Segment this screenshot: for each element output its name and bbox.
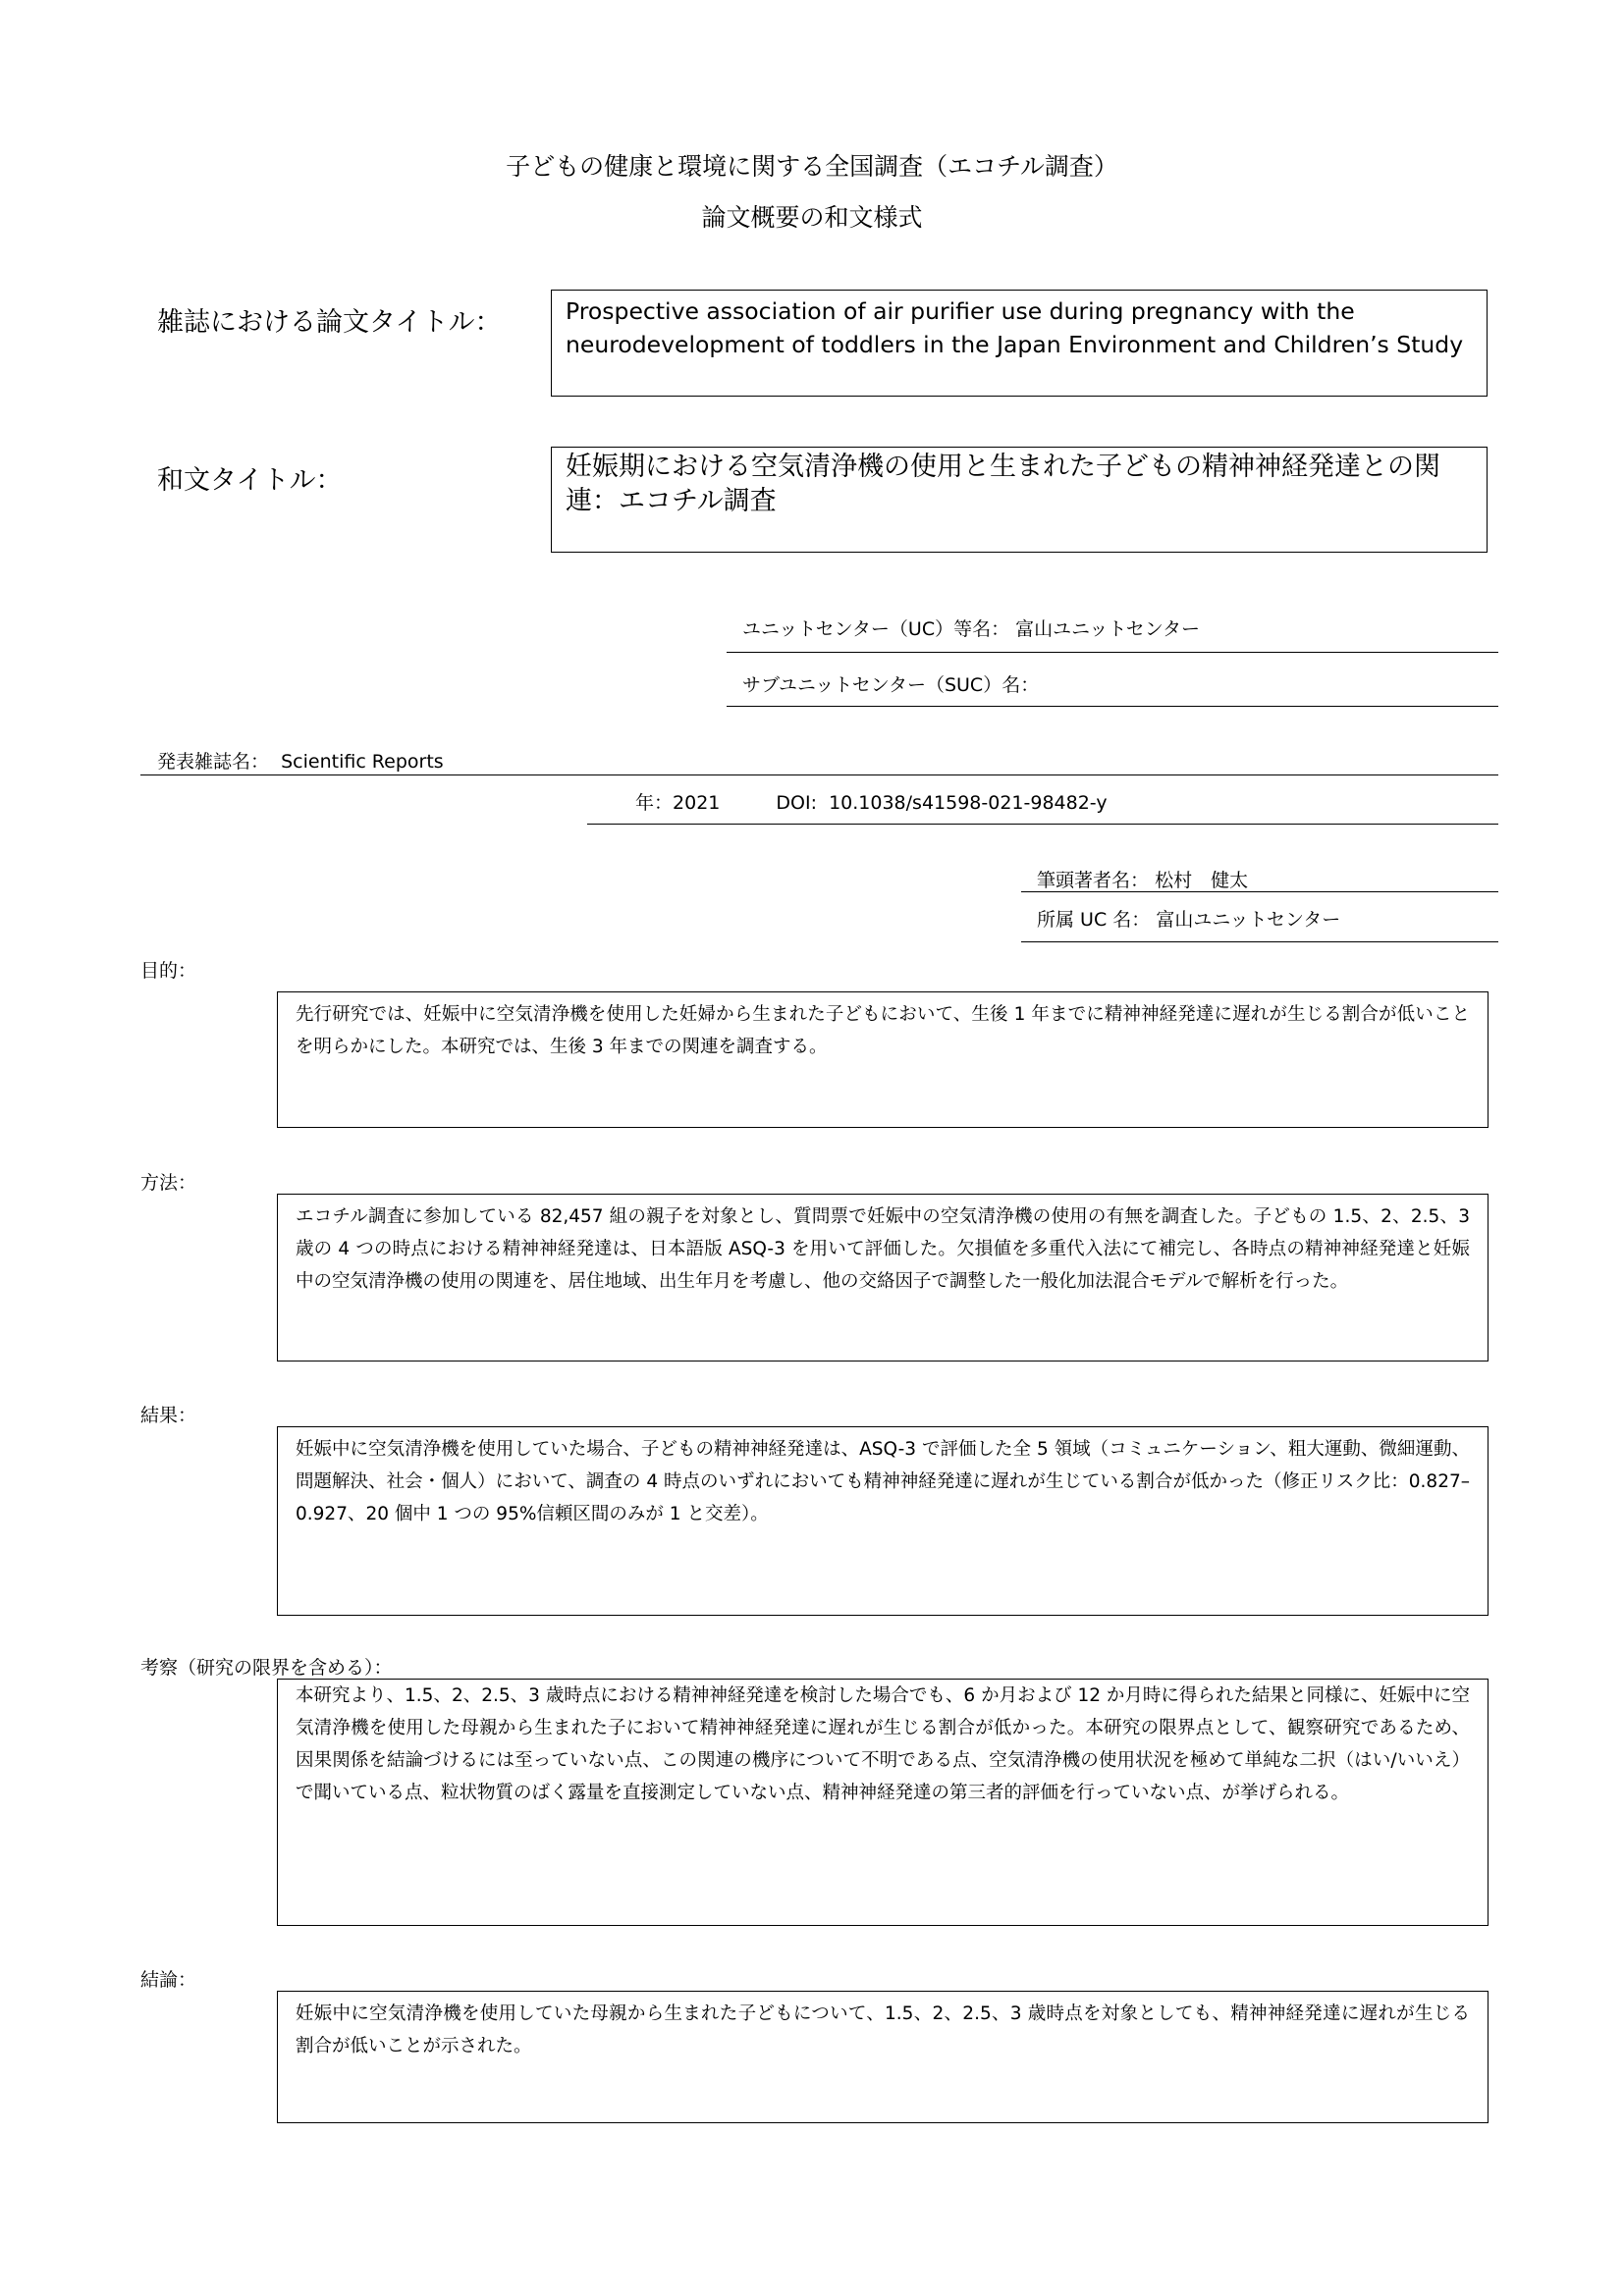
doi-value: 10.1038/s41598-021-98482-y xyxy=(829,792,1108,814)
journal-name-label: 発表雑誌名： xyxy=(157,751,270,773)
journal-name-row xyxy=(157,747,444,774)
methods-box xyxy=(277,1194,1489,1362)
journal-name-rule xyxy=(140,774,1498,775)
methods-label: 方法： xyxy=(140,1172,197,1194)
journal-title-value: Prospective association of air purifier use during pregnancy with the neurodevelopment of toddlers in the Japan Environment and Children’s Study xyxy=(566,297,1464,358)
year-doi-rule xyxy=(587,824,1498,825)
unit-center-label: ユニットセンター（UC）等名： xyxy=(742,618,1010,640)
journal-title-label: 雑誌における論文タイトル： xyxy=(157,307,502,338)
conclusion-box xyxy=(277,1991,1489,2123)
purpose-label: 目的： xyxy=(140,960,197,982)
japanese-title-value: 妊娠期における空気清浄機の使用と生まれた子どもの精神神経発達との関連：エコチル調査 xyxy=(566,452,1440,516)
unit-center-rule xyxy=(727,652,1498,653)
conclusion-label: 結論： xyxy=(140,1969,197,1991)
author-value: 松村 健太 xyxy=(1155,870,1249,891)
sub-unit-center-rule xyxy=(727,706,1498,707)
journal-name-value: Scientific Reports xyxy=(281,751,444,773)
year-label: 年： xyxy=(635,792,674,814)
page-subtitle: 論文概要の和文様式 xyxy=(701,203,923,232)
doi-label: DOI: xyxy=(776,792,817,814)
results-label: 結果： xyxy=(140,1405,197,1426)
japanese-title-box xyxy=(551,447,1488,553)
affiliation-value: 富山ユニットセンター xyxy=(1156,909,1341,931)
results-text: 妊娠中に空気清浄機を使用していた場合、子どもの精神神経発達は、ASQ-3 で評価した全 5 領域（コミュニケーション、粗大運動、微細運動、問題解決、社会・個人）において、調査の 4 時点のいずれにおいても精神神経発達に遅れが生じている割合が低かった（修正リスク比：0.827–0.927、20 個中 1 つの 95%信頼区間のみが 1 と交差）。 xyxy=(296,1439,1470,1524)
results-box xyxy=(277,1426,1489,1616)
year-value: 2021 xyxy=(673,792,721,814)
purpose-box xyxy=(277,991,1489,1128)
year-doi-row xyxy=(635,788,1108,815)
discussion-label: 考察（研究の限界を含める）： xyxy=(140,1657,393,1679)
methods-text: エコチル調査に参加している 82,457 組の親子を対象とし、質問票で妊娠中の空気清浄機の使用の有無を調査した。子どもの 1.5、2、2.5、3 歳の 4 つの時点における精神神経発達は、日本語版 ASQ-3 を用いて評価した。欠損値を多重代入法にて補完し、各時点の精神神経発達と妊娠中の空気清浄機の使用の関連を、居住地域、出生年月を考慮し、他の交絡因子で調整した一般化加法混合モデルで解析を行った。 xyxy=(296,1206,1470,1292)
unit-center-row xyxy=(742,614,1200,641)
author-row xyxy=(1037,866,1248,892)
japanese-title-label: 和文タイトル： xyxy=(157,465,343,496)
page-title: 子どもの健康と環境に関する全国調査（エコチル調査） xyxy=(506,152,1118,181)
conclusion-text: 妊娠中に空気清浄機を使用していた母親から生まれた子どもについて、1.5、2、2.5、3 歳時点を対象としても、精神神経発達に遅れが生じる割合が低いことが示された。 xyxy=(296,2003,1470,2056)
journal-title-box xyxy=(551,290,1488,397)
affiliation-rule xyxy=(1021,941,1498,942)
discussion-box xyxy=(277,1679,1489,1926)
sub-unit-center-row xyxy=(742,670,1039,697)
sub-unit-center-label: サブユニットセンター（SUC）名： xyxy=(742,674,1040,696)
author-label: 筆頭著者名： xyxy=(1037,870,1150,891)
unit-center-value: 富山ユニットセンター xyxy=(1015,618,1201,640)
author-rule xyxy=(1021,891,1498,892)
discussion-text: 本研究より、1.5、2、2.5、3 歳時点における精神神経発達を検討した場合でも、6 か月および 12 か月時に得られた結果と同様に、妊娠中に空気清浄機を使用した母親から生まれた子において精神神経発達に遅れが生じる割合が低かった。本研究の限界点として、観察研究であるため、因果関係を結論づけるには至っていない点、この関連の機序について不明である点、空気清浄機の使用状況を極めて単純な二択（はい/いいえ）で聞いている点、粒状物質のばく露量を直接測定していない点、精神神経発達の第三者的評価を行っていない点、が挙げられる。 xyxy=(296,1685,1470,1803)
purpose-text: 先行研究では、妊娠中に空気清浄機を使用した妊婦から生まれた子どもにおいて、生後 1 年までに精神神経発達に遅れが生じる割合が低いことを明らかにした。本研究では、生後 3 年までの関連を調査する。 xyxy=(296,1004,1470,1057)
affiliation-row xyxy=(1037,905,1340,932)
affiliation-label: 所属 UC 名： xyxy=(1037,909,1151,931)
